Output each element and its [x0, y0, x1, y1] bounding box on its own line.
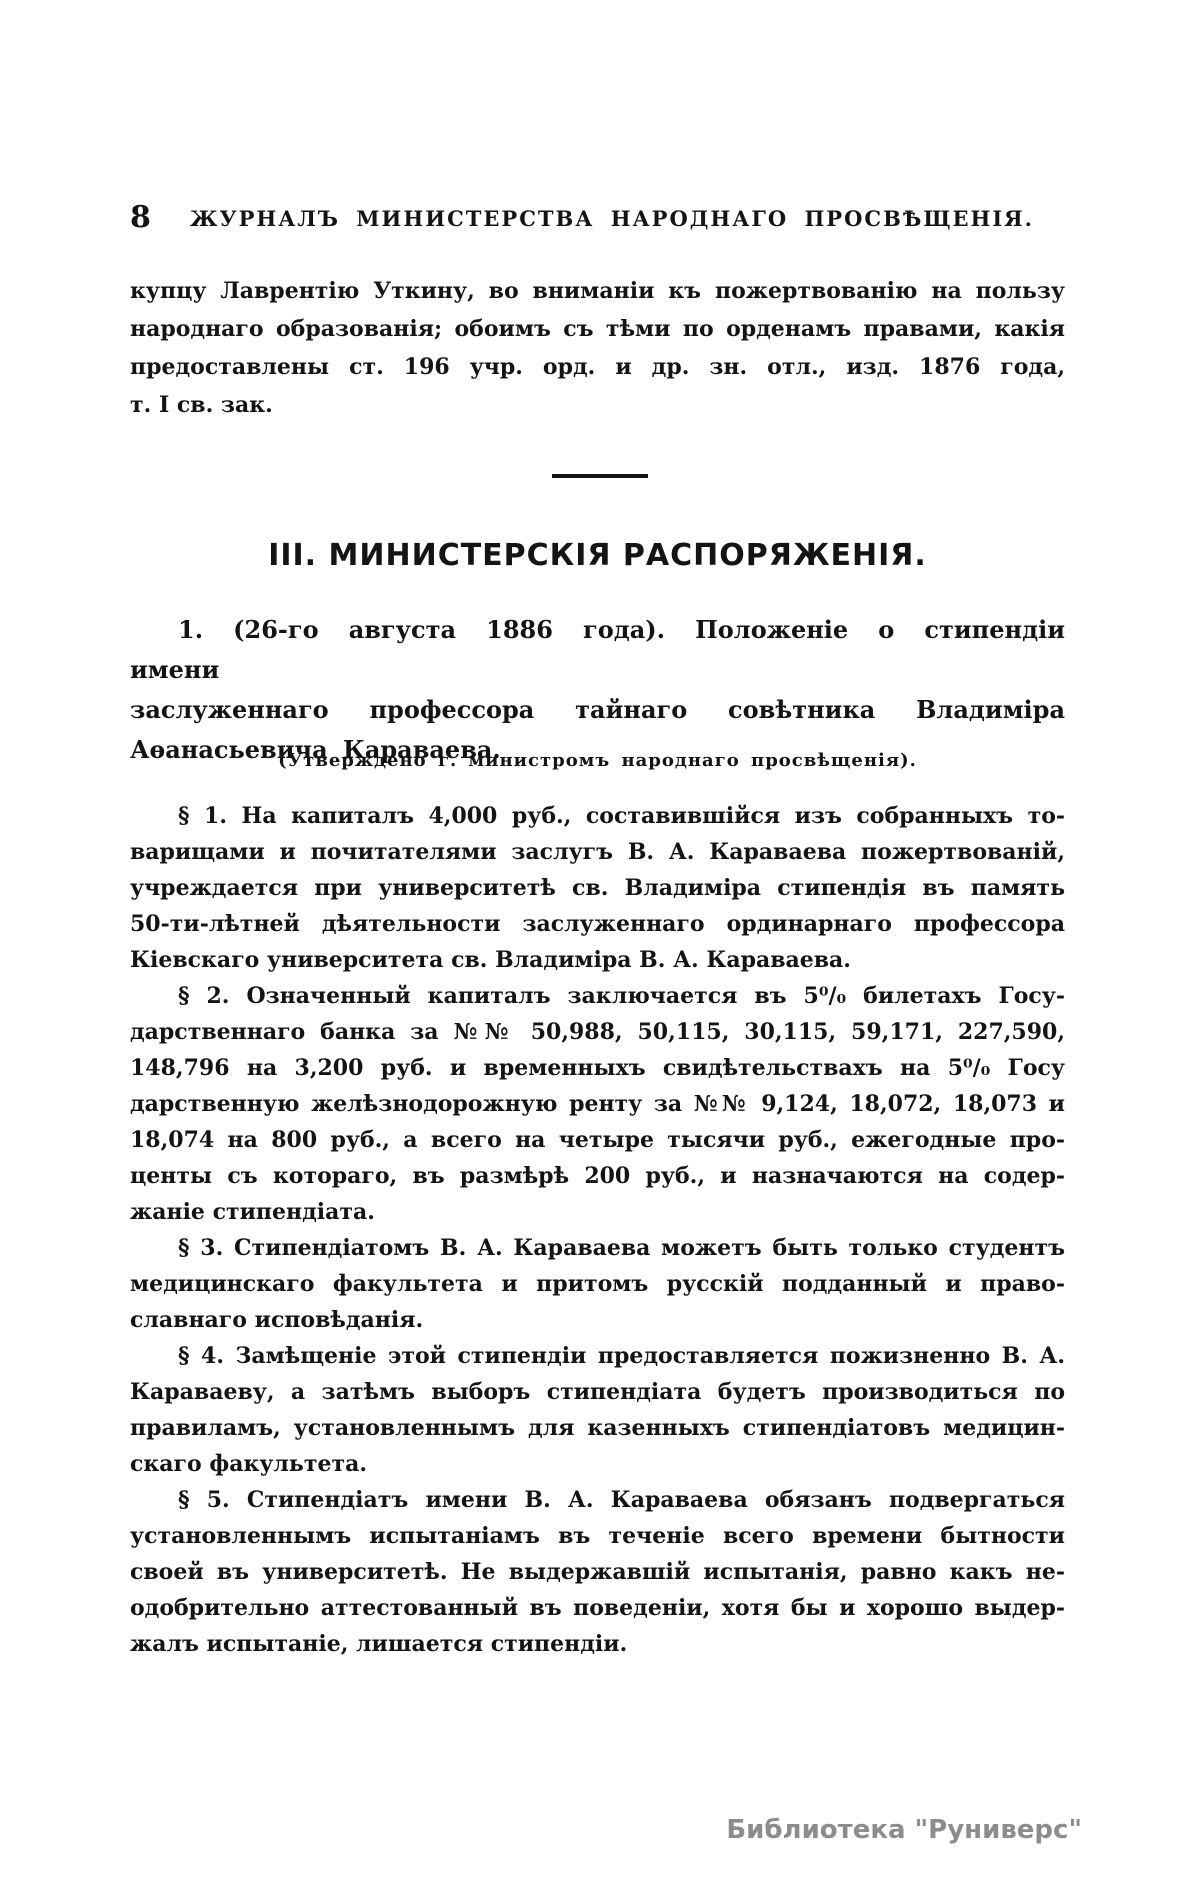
running-head: ЖУРНАЛЪ МИНИСТЕРСТВА НАРОДНАГО ПРОСВѢЩЕНІЯ.: [190, 206, 1034, 231]
text-line: варищами и почитателями заслугъ В. А. Караваева пожертвованій,: [130, 839, 1065, 865]
text-line: учреждается при университетѣ св. Владиміра стипендія въ память: [130, 875, 1065, 901]
text-line: дарственную желѣзнодорожную ренту за №№ 9,124, 18,072, 18,073 и: [130, 1091, 1065, 1117]
page-number: 8: [130, 200, 151, 235]
section-divider-rule: [552, 474, 648, 478]
decree-title: [130, 610, 1065, 770]
text-line: заслуженнаго профессора тайнаго совѣтника Владиміра: [130, 695, 1065, 724]
text-line: центы съ котораго, въ размѣрѣ 200 руб., и назначаются на содер-: [130, 1163, 1065, 1189]
text-line: жалъ испытаніе, лишается стипендіи.: [130, 1631, 628, 1657]
text-line: предоставлены ст. 196 учр. орд. и др. зн. отл., изд. 1876 года,: [130, 354, 1065, 380]
text-line: § 4. Замѣщеніе этой стипендіи предоставляется пожизненно В. А.: [178, 1343, 1065, 1369]
text-line: установленнымъ испытаніамъ въ теченіе всего времени бытности: [130, 1523, 1065, 1549]
decree-body: [130, 798, 1065, 1662]
decree-paragraph-3: [130, 1230, 1065, 1338]
text-line: Кіевскаго университета св. Владиміра В. А. Караваева.: [130, 947, 851, 973]
text-line: скаго факультета.: [130, 1451, 368, 1477]
decree-paragraph-4: [130, 1338, 1065, 1482]
approval-note: (Утверждено г. министромъ народнаго просвѣщенія).: [278, 750, 917, 771]
text-line: 18,074 на 800 руб., а всего на четыре тысячи руб., ежегодные про-: [130, 1127, 1065, 1153]
text-line: т. I св. зак.: [130, 392, 273, 418]
decree-paragraph-5: [130, 1482, 1065, 1662]
text-line: 50-ти-лѣтней дѣятельности заслуженнаго ординарнаго профессора: [130, 911, 1065, 937]
text-line: дарственнаго банка за №№ 50,988, 50,115, 30,115, 59,171, 227,590,: [130, 1019, 1065, 1045]
text-line: одобрительно аттестованный въ поведеніи, хотя бы и хорошо выдер-: [130, 1595, 1065, 1621]
text-line: 1. (26-го августа 1886 года). Положеніе о стипендіи имени: [130, 615, 1065, 684]
page-header: [130, 200, 1065, 236]
text-line: купцу Лаврентію Уткину, во вниманіи къ пожертвованію на пользу: [130, 278, 1065, 304]
text-line: славнаго исповѣданія.: [130, 1307, 424, 1333]
intro-paragraph: [130, 272, 1065, 424]
text-line: Аѳанасьевича Караваева.: [130, 735, 501, 764]
text-line: медицинскаго факультета и притомъ русскій подданный и право-: [130, 1271, 1065, 1297]
decree-paragraph-1: [130, 798, 1065, 978]
text-line: народнаго образованія; обоимъ съ тѣми по орденамъ правами, какія: [130, 316, 1065, 342]
text-line: § 1. На капиталъ 4,000 руб., составившійся изъ собранныхъ то-: [178, 803, 1065, 829]
text-line: правиламъ, установленнымъ для казенныхъ стипендіатовъ медицин-: [130, 1415, 1065, 1441]
text-line: своей въ университетѣ. Не выдержавшій испытанія, равно какъ не-: [130, 1559, 1065, 1585]
text-line: § 2. Означенный капиталъ заключается въ 5⁰/₀ билетахъ Госу-: [178, 983, 1065, 1009]
section-heading: III. МИНИСТЕРСКІЯ РАСПОРЯЖЕНІЯ.: [268, 538, 927, 573]
text-line: Караваеву, а затѣмъ выборъ стипендіата будетъ производиться по: [130, 1379, 1065, 1405]
text-line: § 3. Стипендіатомъ В. А. Караваева можетъ быть только студентъ: [178, 1235, 1065, 1261]
decree-paragraph-2: [130, 978, 1065, 1230]
text-line: § 5. Стипендіатъ имени В. А. Караваева обязанъ подвергаться: [178, 1487, 1065, 1513]
library-watermark: Библиотека "Руниверс": [726, 1815, 1082, 1845]
text-line: 148,796 на 3,200 руб. и временныхъ свидѣтельствахъ на 5⁰/₀ Госу: [130, 1055, 1065, 1081]
text-line: жаніе стипендіата.: [130, 1199, 375, 1225]
